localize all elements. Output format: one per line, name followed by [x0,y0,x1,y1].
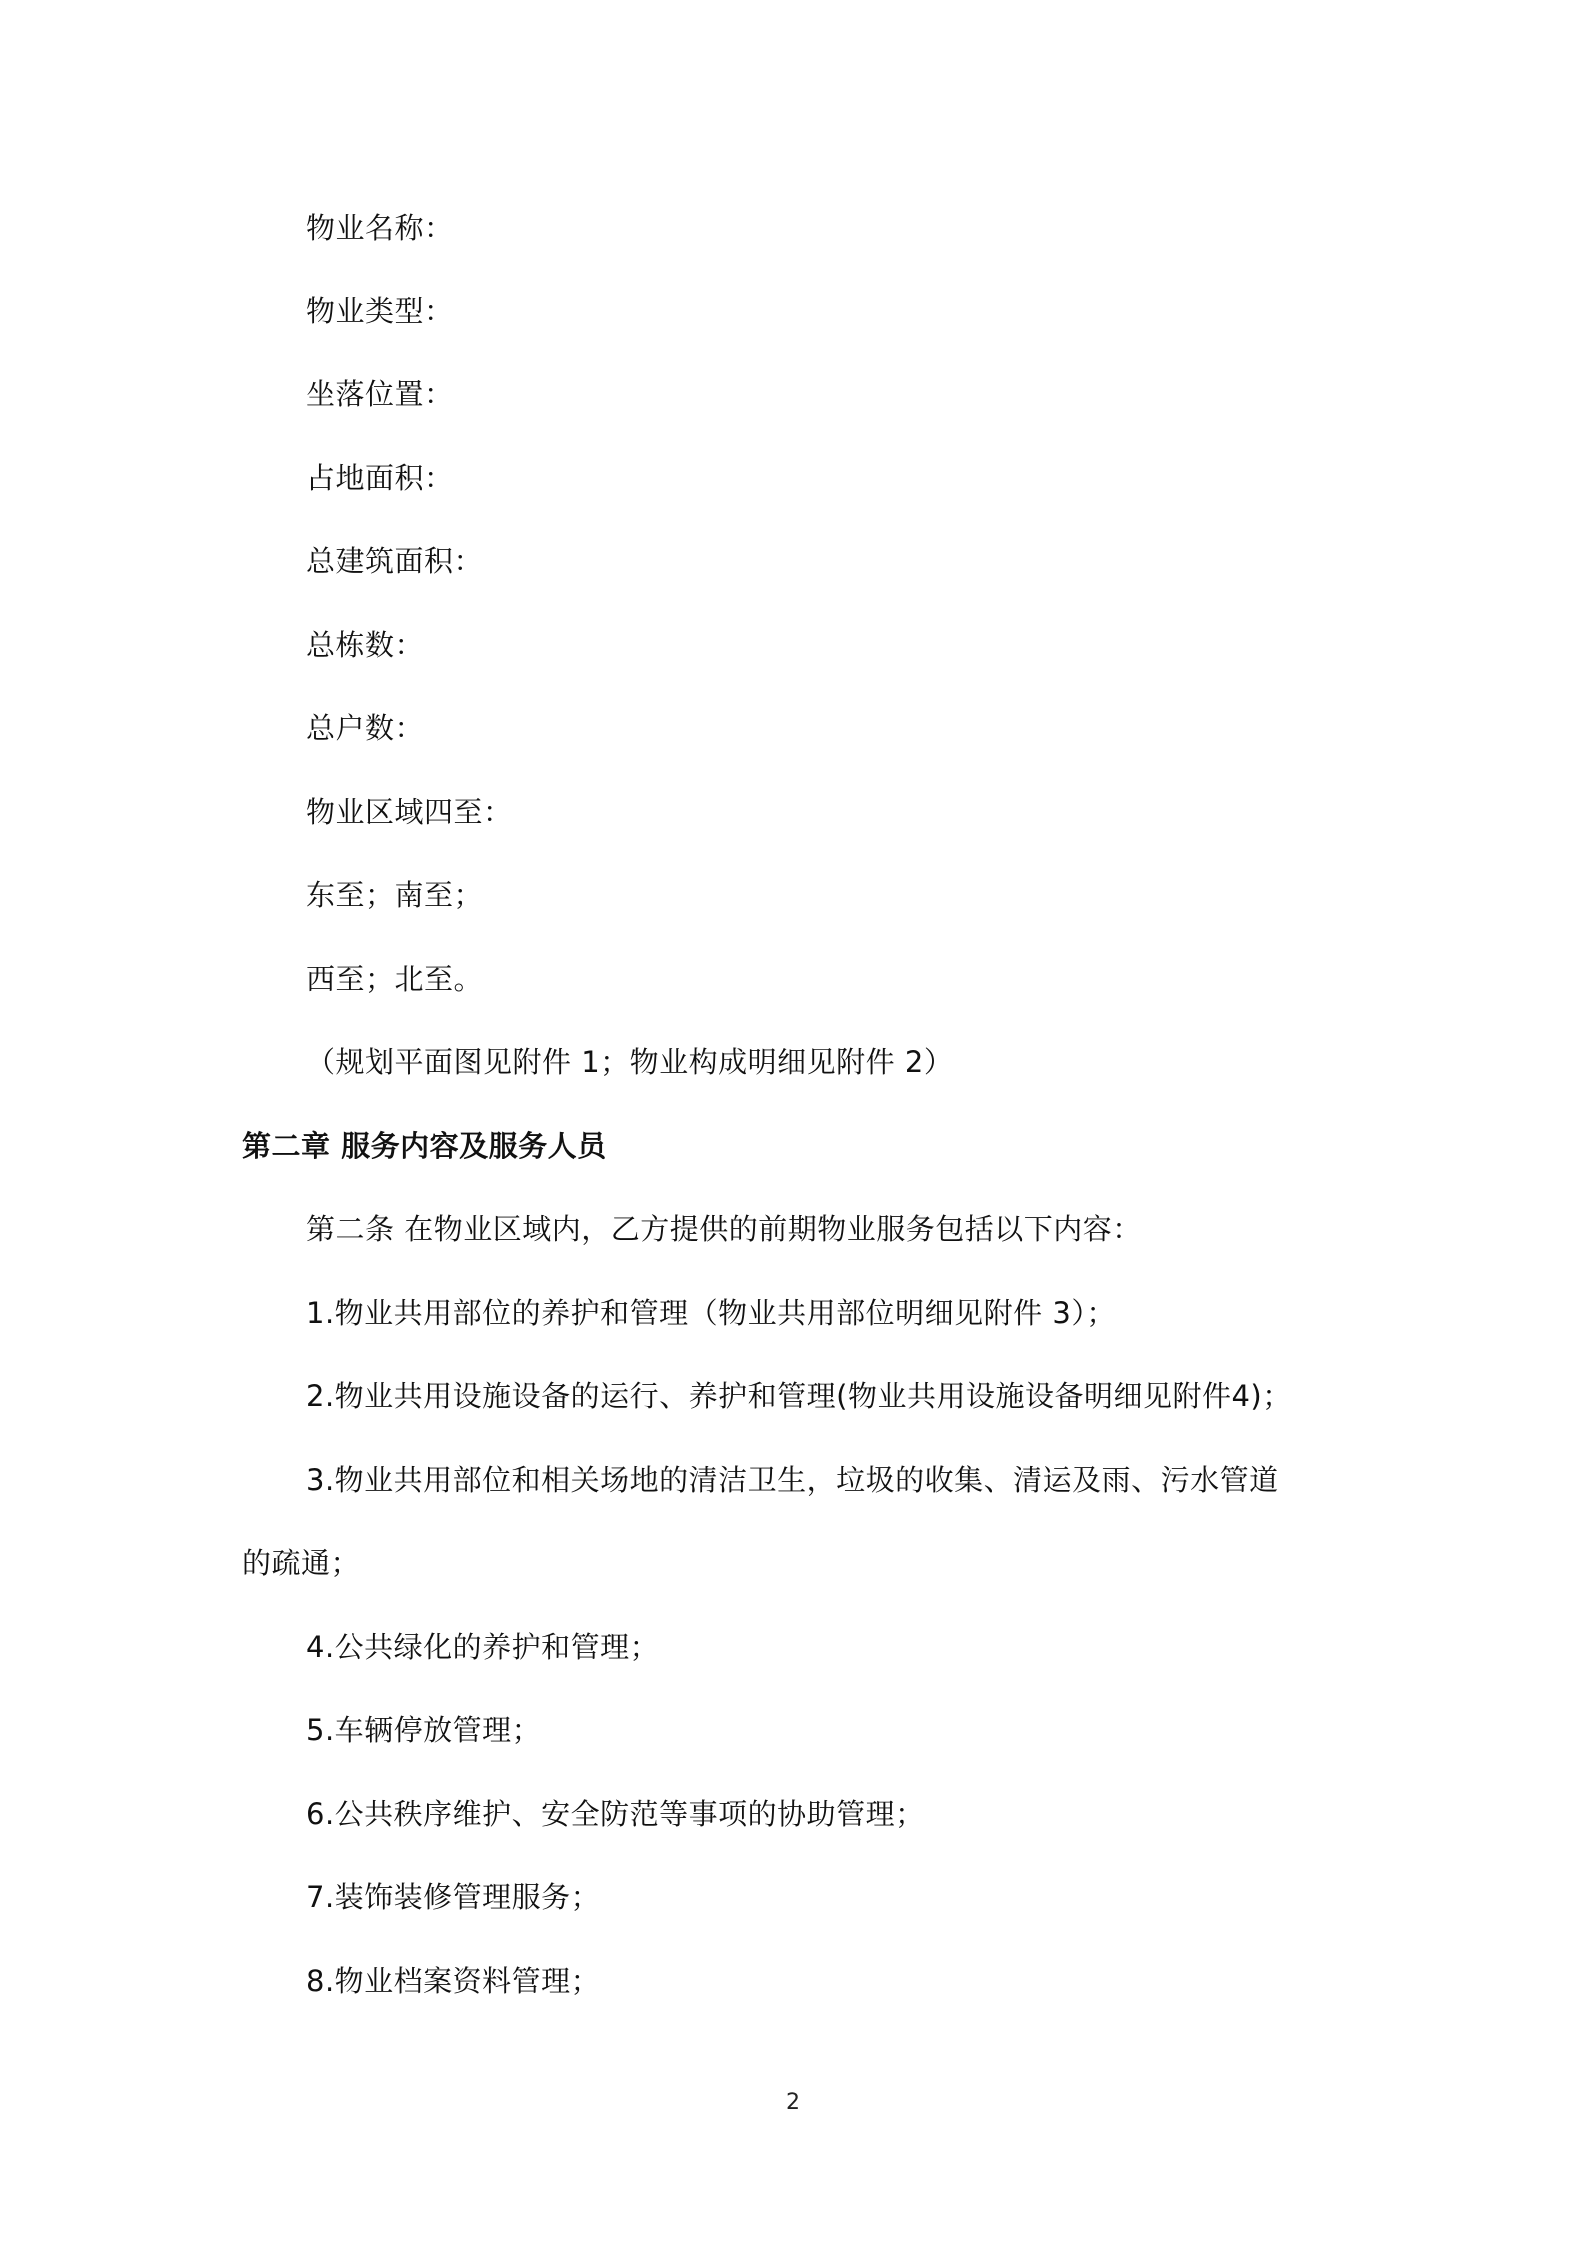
boundary-west-north: 西至；北至。 [306,962,484,996]
service-item: 4.公共绿化的养护和管理； [306,1630,660,1664]
household-count-label: 总户数： [306,711,425,745]
building-area-label: 总建筑面积： [306,544,484,578]
service-item: 6.公共秩序维护、安全防范等事项的协助管理； [306,1797,925,1831]
service-item: 7.装饰装修管理服务； [306,1880,601,1914]
service-item: 8.物业档案资料管理； [306,1964,601,1998]
property-type-label: 物业类型： [306,294,454,328]
boundary-east-south: 东至；南至； [306,878,484,912]
property-name-label: 物业名称： [306,211,454,245]
attachments-note: （规划平面图见附件 1；物业构成明细见附件 2） [306,1045,954,1079]
service-item: 3.物业共用部位和相关场地的清洁卫生，垃圾的收集、清运及雨、污水管道 [306,1463,1279,1497]
service-item: 5.车辆停放管理； [306,1713,542,1747]
service-item: 2.物业共用设施设备的运行、养护和管理(物业共用设施设备明细见附件4)； [306,1379,1292,1413]
boundary-label: 物业区域四至： [306,795,513,829]
service-item-continuation: 的疏通； [242,1546,361,1580]
chapter-two-heading: 第二章 服务内容及服务人员 [242,1129,607,1163]
service-item: 1.物业共用部位的养护和管理（物业共用部位明细见附件 3）； [306,1296,1116,1330]
page-number: 2 [786,2090,800,2115]
land-area-label: 占地面积： [306,461,454,495]
building-count-label: 总栋数： [306,628,425,662]
property-location-label: 坐落位置： [306,377,454,411]
article-two-intro: 第二条 在物业区域内，乙方提供的前期物业服务包括以下内容： [306,1212,1142,1246]
